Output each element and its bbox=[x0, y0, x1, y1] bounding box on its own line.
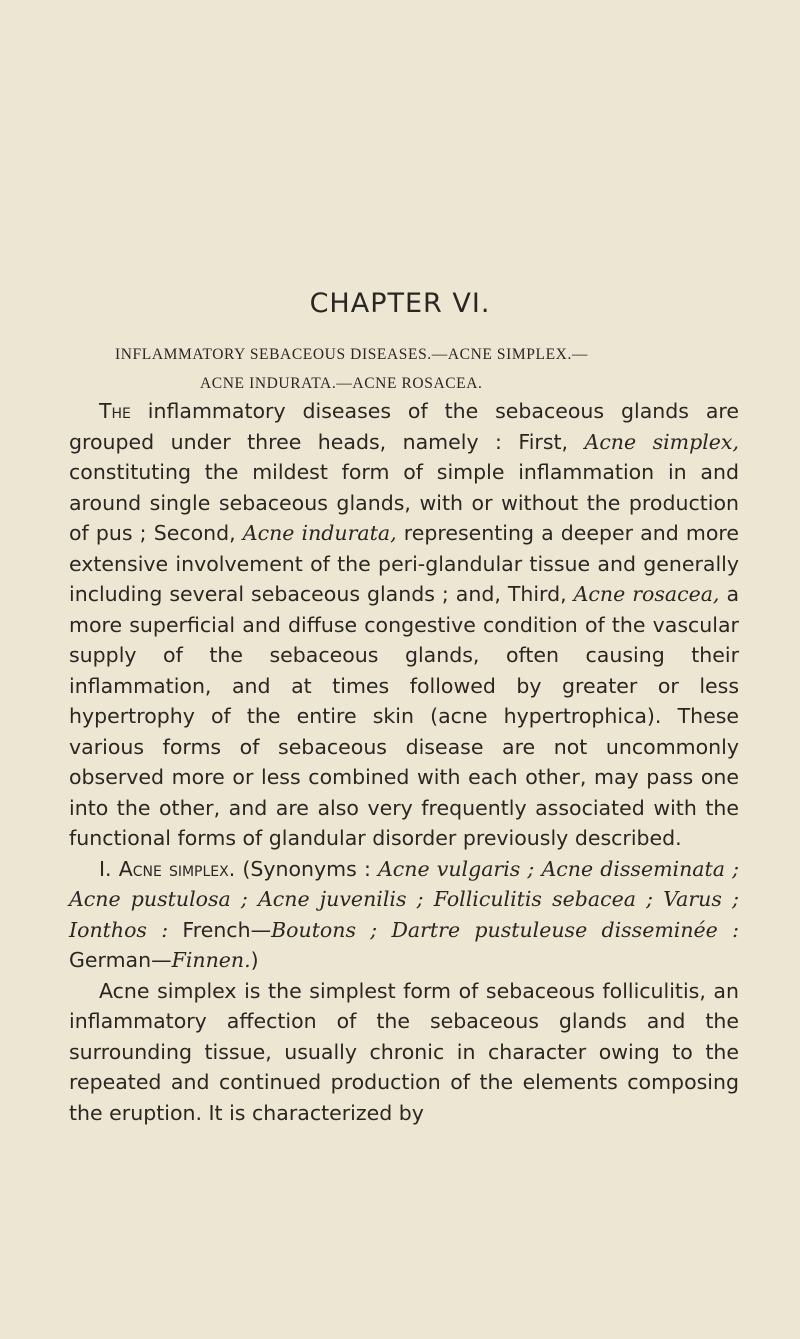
term-acne-rosacea: Acne rosacea, bbox=[573, 582, 720, 606]
paragraph-definition: Acne simplex is the simplest form of sebaceous folliculitis, an inflammatory affection of the sebaceous glands and the surrounding tissue, usually chronic in character owing to the repeated and continued production of the elements composing the eruption. It is characterized by bbox=[69, 978, 739, 1125]
text-run: inflammatory diseases of the sebaceous glands are grouped under three heads, namely : First, bbox=[69, 399, 739, 454]
section-number: I. bbox=[99, 856, 112, 881]
french-synonyms: Boutons ; Dartre pustuleuse disseminée : bbox=[271, 917, 739, 942]
paragraph-synonyms bbox=[69, 854, 739, 976]
opening-word: The bbox=[99, 399, 131, 423]
text-run: a more superficial and diffuse congestive condition of the vascular supply of the sebaceous glands, often causing their inflammation, and at times followed by greater or less hypertrophy of the entire skin (acne hypertrophica). These various forms of sebaceous disease are not uncommonly observed more or less combined with each other, may pass one into the other, and are also very frequently associated with the functional forms of glandular disorder previously described. bbox=[69, 582, 740, 850]
paragraph-intro bbox=[69, 396, 739, 854]
chapter-subheading-line-1: INFLAMMATORY SEBACEOUS DISEASES.—ACNE SIMPLEX.— bbox=[115, 346, 589, 363]
synonyms-list: Acne vulgaris ; Acne disseminata ; Acne pustulosa ; Acne juvenilis ; Folliculitis sebacea ; Varus ; Ionthos : bbox=[69, 856, 739, 942]
section-heading: Acne simplex. bbox=[118, 856, 236, 881]
german-synonym: Finnen. bbox=[171, 948, 251, 972]
term-acne-simplex: Acne simplex, bbox=[584, 429, 739, 454]
text-run: ) bbox=[250, 948, 259, 972]
text-run: constituting the mildest form of simple inflammation in and around single sebaceous glands, with or without the production of pus ; Second, bbox=[69, 460, 739, 545]
text-run: German— bbox=[69, 948, 172, 972]
chapter-subheading-line-2: ACNE INDURATA.—ACNE ROSACEA. bbox=[200, 375, 483, 392]
chapter-body bbox=[69, 396, 739, 1128]
text-run: (Synonyms : bbox=[235, 856, 378, 881]
text-run: representing a deeper and more extensive involvement of the peri-glandular tissue and generally including several sebaceous glands ; and, Third, bbox=[69, 521, 739, 606]
chapter-title: CHAPTER VI. bbox=[309, 288, 491, 319]
text-run: French— bbox=[168, 917, 272, 942]
term-acne-indurata: Acne indurata, bbox=[242, 521, 397, 545]
